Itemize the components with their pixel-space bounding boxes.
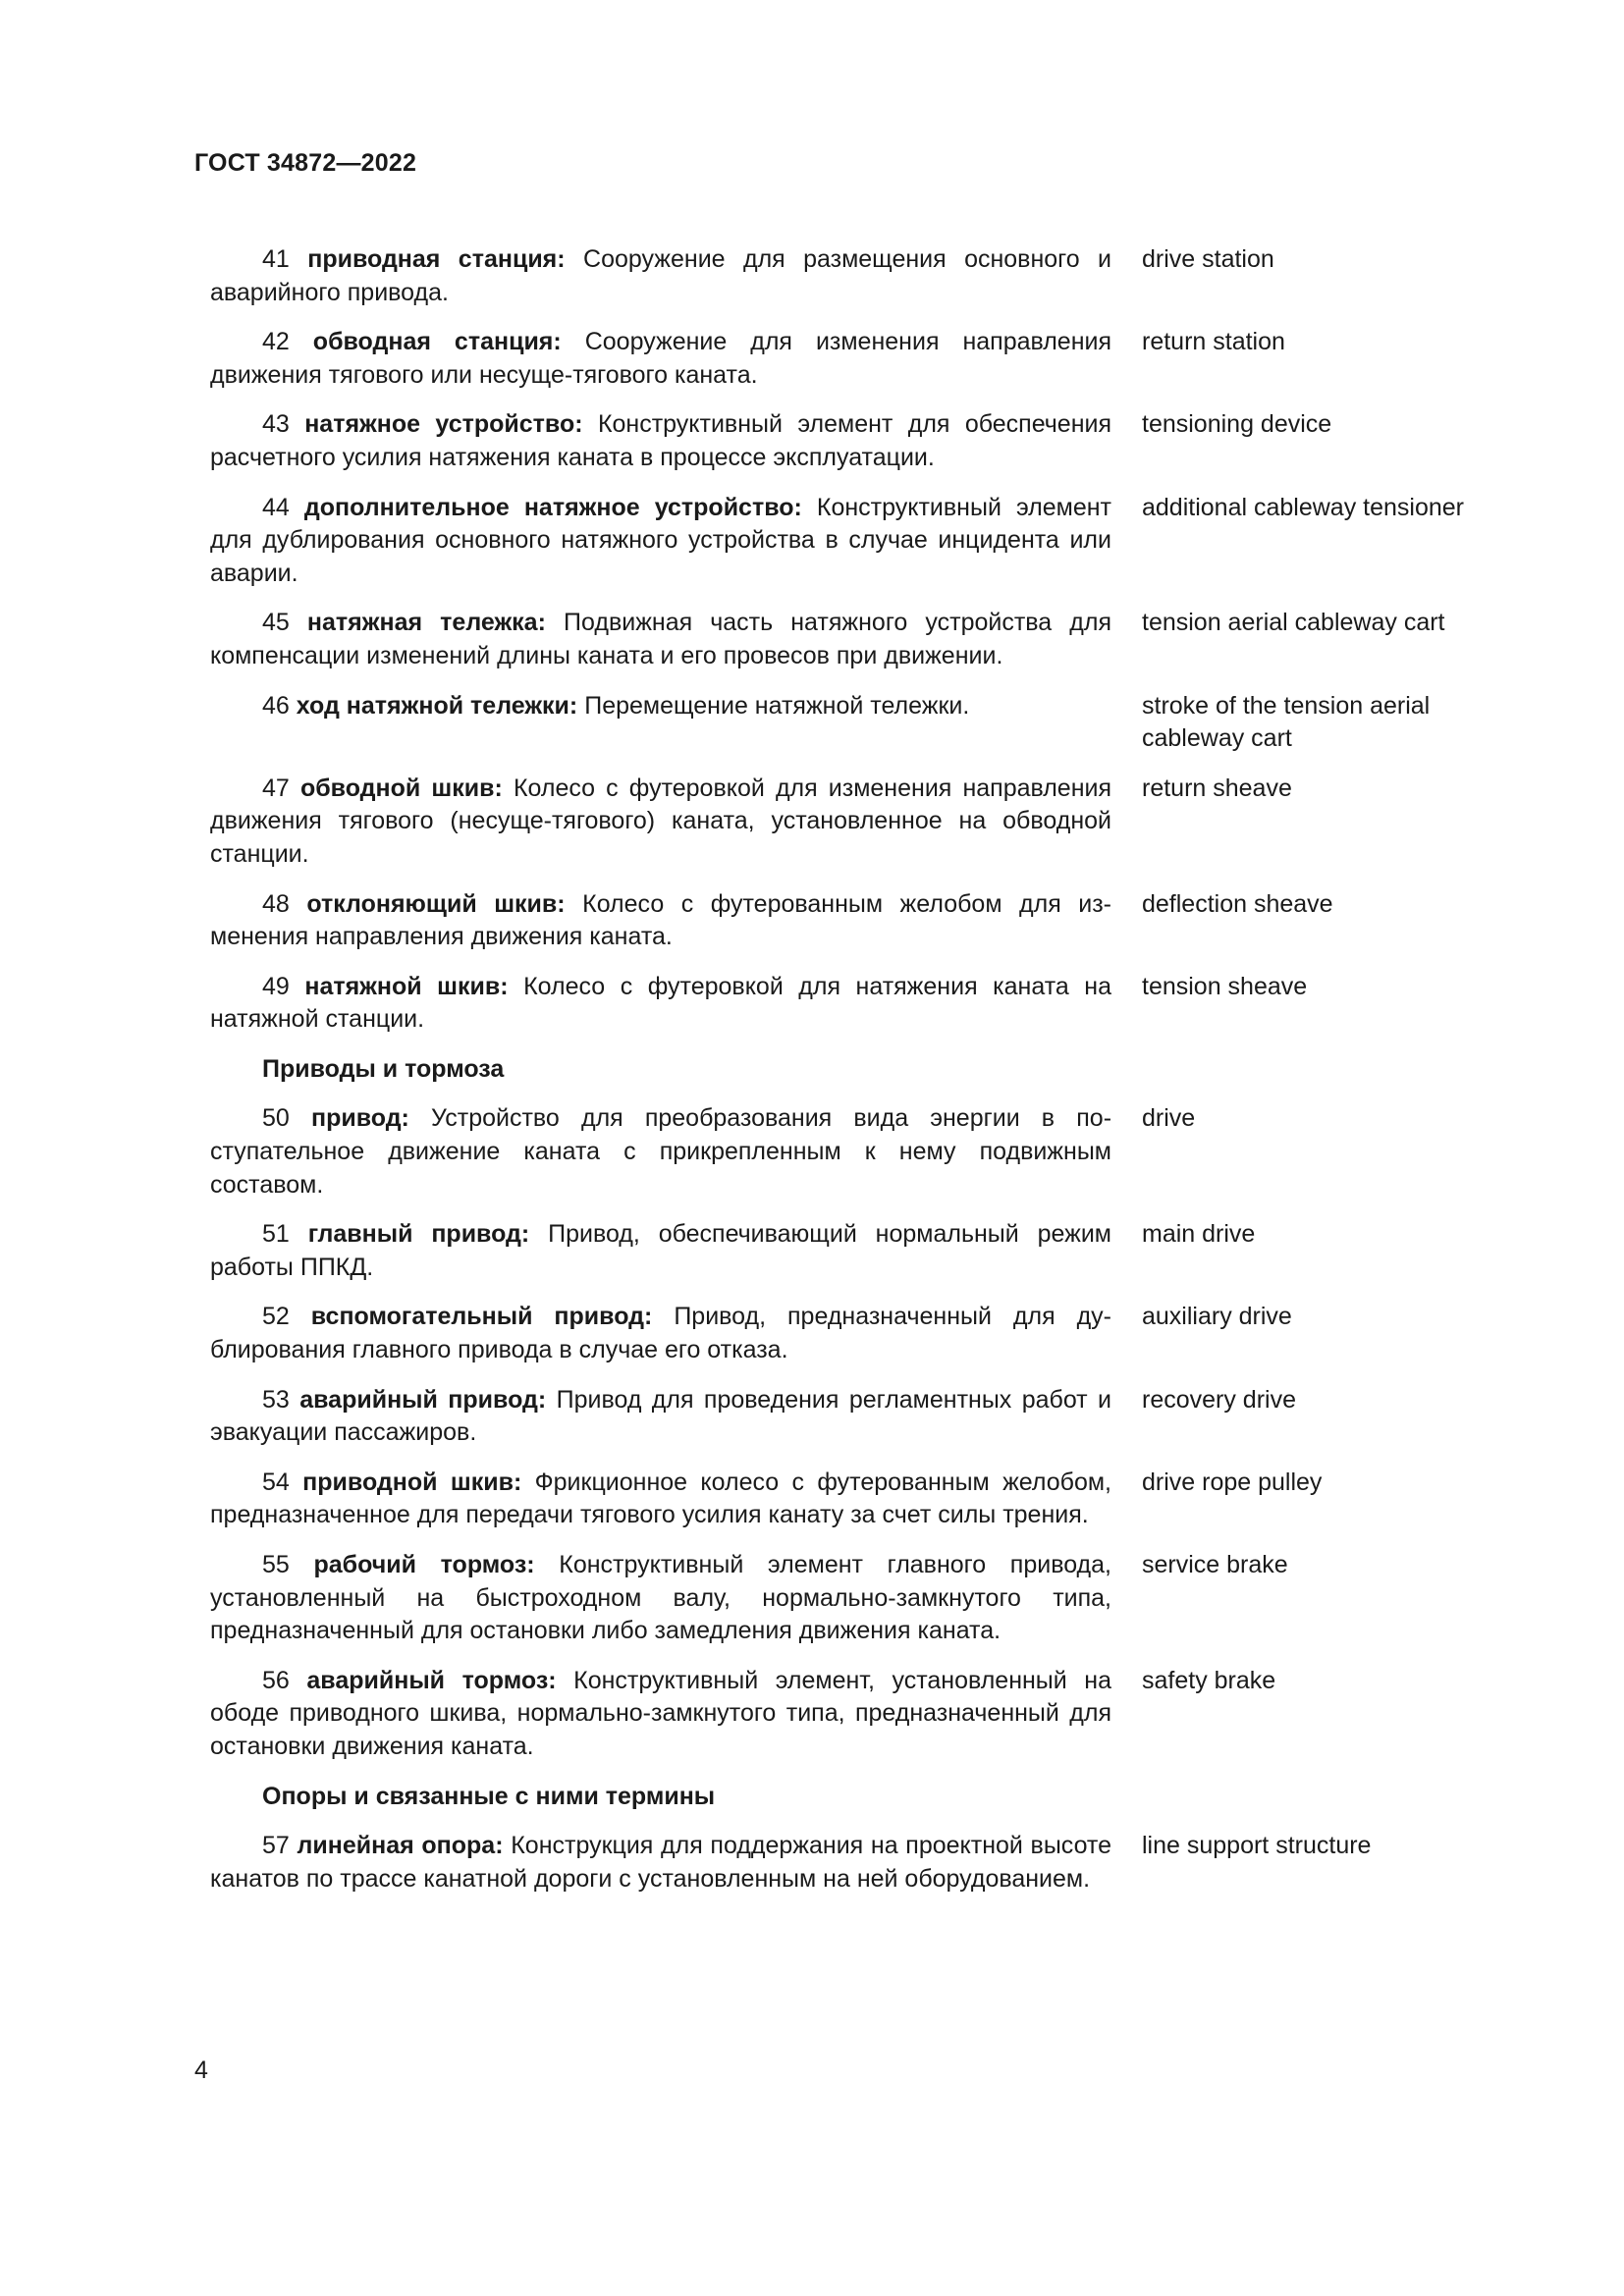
terms-list [210,243,1487,1912]
term-english: return sheave [1142,774,1292,802]
term-entry [210,1549,1487,1648]
term-definition-ru [210,773,1111,872]
term-definition: Сооружение для размещения основного и аварийного привода. [210,245,1112,306]
term-definition-ru [210,971,1111,1037]
term-definition: Перемещение натяжной тележки. [584,691,970,720]
section-heading: Приводы и тормоза [262,1054,505,1083]
term-name: натяжное устройство: [304,410,583,439]
term-english: additional cableway tensioner [1142,493,1464,521]
term-name: приводная станция: [307,245,566,273]
term-definition: Конструктивный элемент для обеспечения расчетного усилия натяжения каната в процессе эксплуатации. [210,410,1112,471]
term-definition: Привод, предназначенный для дублирования главного привода в случае его отказа. [210,1303,1111,1364]
term-entry [210,1384,1487,1450]
term-entry [210,888,1487,954]
term-number: 54 [262,1468,290,1496]
term-name: натяжная тележка: [306,609,546,637]
term-entry [210,492,1487,591]
term-number: 48 [262,889,290,918]
term-english: recovery drive [1142,1385,1296,1414]
term-definition-ru [210,888,1111,954]
term-entry [210,326,1487,392]
term-definition-ru [210,243,1111,309]
term-definition-ru [210,1384,1111,1450]
term-definition: Конструкция для поддержания на проектной высоте канатов по трассе канатной дороги с установленным на ней оборудованием. [210,1832,1112,1893]
term-english: service brake [1142,1551,1288,1578]
term-name: отклоняющий шкив: [306,889,566,918]
term-definition-ru [210,492,1111,591]
term-definition-ru [210,1102,1111,1201]
term-name: привод: [310,1104,409,1133]
term-definition: Колесо с футерованным желобом для изменения направления движения каната. [210,889,1111,951]
term-number: 41 [262,245,290,273]
term-definition-ru [210,326,1111,392]
term-definition: Устройство для преобразования вида энергии в поступательное движение каната с прикрепленным к нему подвижным составом. [210,1104,1112,1199]
section-heading: Опоры и связанные с ними термины [262,1782,716,1810]
term-english: auxiliary drive [1142,1303,1292,1331]
document-code: ГОСТ 34872—2022 [194,149,417,177]
term-definition-ru [210,1301,1111,1366]
term-number: 45 [262,609,290,637]
term-number: 57 [262,1832,290,1860]
term-definition-ru [210,408,1111,474]
term-name: аварийный тормоз: [306,1666,557,1694]
term-name: приводной шкив: [302,1468,522,1496]
term-english: drive rope pulley [1142,1468,1323,1496]
term-english: return station [1142,328,1285,356]
term-definition: Конструктивный элемент для дублирования основного натяжного устройства в случае инцидента или аварии. [210,493,1112,587]
term-entry [210,1665,1487,1764]
term-number: 52 [262,1303,290,1331]
term-definition-ru [210,690,1111,723]
term-name: линейная опора: [297,1832,504,1860]
term-entry [210,1301,1487,1366]
term-english: tension sheave [1142,972,1308,1000]
term-english: safety brake [1142,1666,1276,1694]
term-entry [210,408,1487,474]
term-entry [210,1218,1487,1284]
term-definition: Привод для проведения регламентных работ и эвакуации пассажиров. [210,1385,1111,1447]
term-entry [210,1102,1487,1201]
term-name: дополнительное натяжное устройство: [303,493,802,521]
term-number: 44 [262,493,290,521]
term-number: 53 [262,1385,290,1414]
term-definition-ru [210,1218,1111,1284]
term-number: 42 [262,328,290,356]
term-entry [210,773,1487,872]
term-name: натяжной шкив: [304,972,509,1000]
term-number: 43 [262,410,290,439]
term-english: tension aerial cableway cart [1142,609,1445,637]
term-entry [210,1830,1487,1896]
term-number: 49 [262,972,290,1000]
term-number: 46 [262,691,290,720]
term-number: 50 [262,1104,290,1133]
term-english: deflection sheave [1142,889,1333,918]
term-definition: Колесо с футеровкой для изменения направления движения тягового (несуще-тягового) каната, установленное на обводной станции. [210,774,1112,868]
term-definition: Привод, обеспечивающий нормальный режим работы ППКД. [210,1220,1111,1281]
term-definition-ru [210,607,1111,672]
term-number: 51 [262,1220,290,1249]
term-entry [210,690,1487,756]
term-definition: Сооружение для изменения направления движения тягового или несуще-тягового каната. [210,328,1112,389]
term-english: drive [1142,1104,1196,1133]
term-entry [210,971,1487,1037]
term-name: аварийный привод: [299,1385,547,1414]
term-name: рабочий тормоз: [313,1551,535,1578]
term-english: drive station [1142,245,1274,273]
term-name: главный привод: [307,1220,530,1249]
term-entry [210,243,1487,309]
term-english: line support structure [1142,1832,1372,1860]
term-definition: Колесо с футеровкой для натяжения каната на натяжной станции. [210,972,1111,1034]
term-definition-ru [210,1467,1111,1532]
term-definition-ru [210,1549,1111,1648]
term-definition: Подвижная часть натяжного устройства для компенсации изменений длины каната и его провесов при движении. [210,609,1112,669]
page-number: 4 [194,2056,208,2084]
term-definition: Фрикционное колесо с футерованным желобом, предназначенное для передачи тягового усилия канату за счет силы трения. [210,1468,1112,1529]
term-definition: Конструктивный элемент главного привода, установленный на быстроходном валу, нормально-замкнутого типа, предназначенный для остановки либо замедления движения каната. [210,1551,1111,1645]
term-english: tensioning device [1142,410,1332,439]
term-entry [210,607,1487,672]
term-number: 56 [262,1666,290,1694]
term-entry [210,1467,1487,1532]
term-english: stroke of the tension aerial cableway cart [1142,691,1431,753]
term-number: 47 [262,774,290,802]
term-definition: Конструктивный элемент, установленный на ободе приводного шкива, нормально-замкнутого типа, предназначенный для остановки движения каната. [210,1666,1111,1760]
term-name: ход натяжной тележки: [296,691,578,720]
term-number: 55 [262,1551,290,1578]
term-name: вспомогательный привод: [310,1303,653,1331]
term-definition-ru [210,1830,1111,1896]
term-name: обводной шкив: [299,774,503,802]
term-english: main drive [1142,1220,1256,1249]
term-definition-ru [210,1665,1111,1764]
term-name: обводная станция: [312,328,562,356]
